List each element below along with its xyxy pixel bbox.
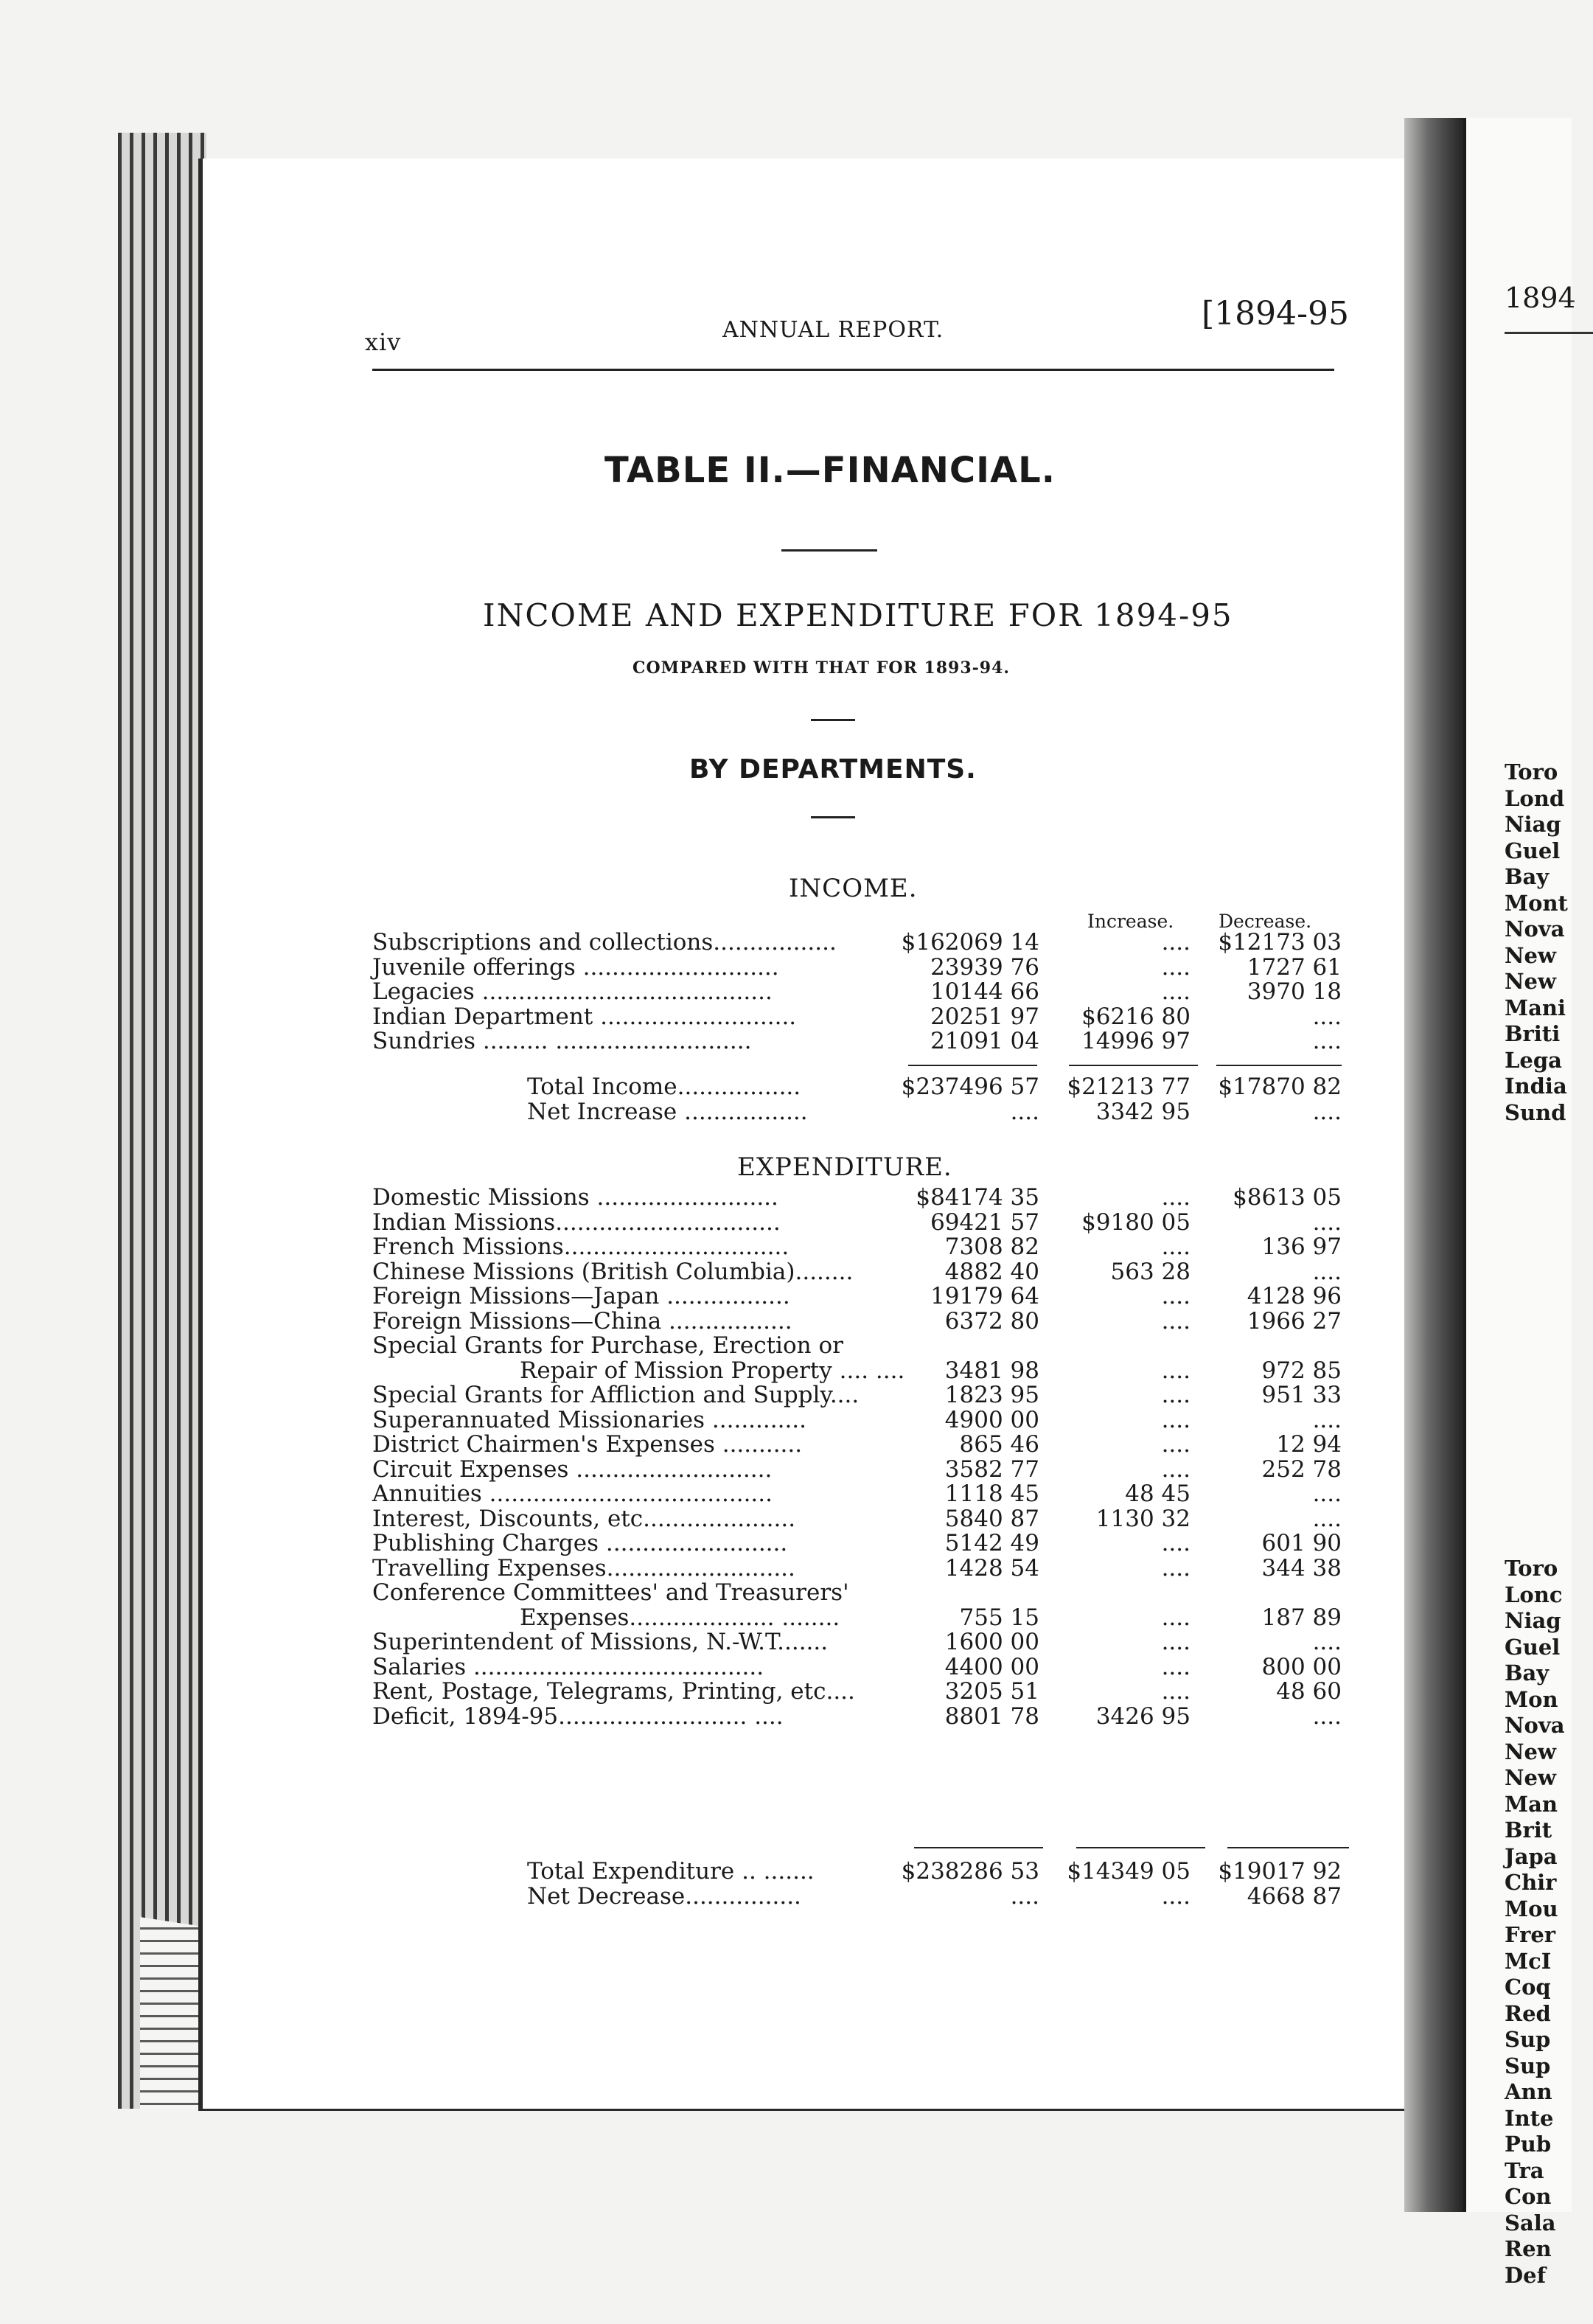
header-rule [372, 369, 1334, 371]
section-heading: BY DEPARTMENTS. [689, 754, 977, 784]
increase-cell: 48 45 [1125, 1481, 1191, 1507]
adjacent-list-item: New [1505, 942, 1556, 968]
increase-cell: $9180 05 [1081, 1208, 1191, 1236]
decrease-cell: 800 00 [1261, 1653, 1342, 1680]
adjacent-list-item: Sala [1505, 2210, 1556, 2236]
adjacent-list-item: Coq [1505, 1975, 1551, 2000]
increase-cell: .... [1161, 1307, 1191, 1335]
table-subtitle: INCOME AND EXPENDITURE FOR 1894-95 [483, 597, 1233, 633]
table-row [372, 930, 1353, 956]
adjacent-list-item: Man [1505, 1791, 1558, 1817]
adjacent-list-item: Tra [1505, 2157, 1544, 2183]
table-row [372, 1359, 1353, 1384]
adjacent-list-item: Inte [1505, 2105, 1554, 2131]
decrease-cell: 187 89 [1261, 1604, 1342, 1631]
net-row-amount: .... [1010, 1098, 1039, 1125]
amount-cell: 21091 04 [930, 1028, 1039, 1054]
increase-cell: .... [1161, 978, 1191, 1005]
row-label: Chinese Missions (British Columbia)........ [372, 1258, 854, 1285]
decrease-cell: .... [1312, 1629, 1342, 1655]
total-row-increase: $14349 05 [1067, 1858, 1191, 1885]
total-row-increase: $21213 77 [1067, 1074, 1191, 1100]
income-sum-rule-2 [1069, 1065, 1198, 1066]
increase-cell: .... [1161, 1357, 1191, 1384]
adjacent-list-item: Toro [1505, 759, 1558, 784]
amount-cell: 865 46 [959, 1431, 1039, 1458]
table-row [372, 980, 1353, 1005]
increase-cell: 3426 95 [1095, 1702, 1191, 1730]
table-row [372, 1556, 1353, 1582]
amount-cell: 4400 00 [944, 1653, 1039, 1680]
adjacent-list-item: Bay [1505, 864, 1550, 889]
decrease-cell: .... [1312, 1028, 1342, 1054]
adjacent-list-item: Guel [1505, 1634, 1561, 1660]
row-label: Superannuated Missionaries ............. [372, 1406, 807, 1433]
exp-sum-rule-1 [914, 1847, 1043, 1848]
total-row-amount: $238286 53 [901, 1858, 1039, 1885]
row-label: Juvenile offerings ........................... [372, 953, 779, 981]
row-label: Subscriptions and collections................. [372, 929, 837, 956]
adjacent-bottom-list [1505, 1556, 1565, 2289]
total-row [372, 1075, 1353, 1100]
row-label: Conference Committees' and Treasurers' [372, 1579, 849, 1606]
adjacent-list-item: Frer [1505, 1922, 1556, 1947]
row-label: Salaries ........................................ [372, 1653, 764, 1680]
amount-cell: 6372 80 [944, 1307, 1039, 1335]
amount-cell: $162069 14 [901, 929, 1039, 956]
row-label: Foreign Missions—Japan ................. [372, 1283, 790, 1309]
amount-cell: 8801 78 [944, 1702, 1039, 1730]
adjacent-list-item: Japa [1505, 1843, 1558, 1869]
total-row-amount: $237496 57 [901, 1074, 1039, 1100]
adjacent-list-item: Toro [1505, 1556, 1558, 1581]
increase-cell: .... [1161, 1382, 1191, 1408]
amount-cell: 7308 82 [944, 1234, 1039, 1260]
amount-cell: 10144 66 [930, 978, 1039, 1005]
row-label: Interest, Discounts, etc..................... [372, 1505, 796, 1532]
amount-cell: 3205 51 [944, 1678, 1039, 1705]
decrease-cell: 48 60 [1276, 1678, 1342, 1705]
section-rule [811, 816, 855, 818]
adjacent-page-header: 1894 [1505, 282, 1576, 314]
page-number: xiv [365, 328, 402, 356]
increase-cell: .... [1161, 1678, 1191, 1705]
increase-cell: .... [1161, 1431, 1191, 1458]
net-row-amount: .... [1010, 1882, 1039, 1910]
decrease-cell: .... [1312, 1208, 1342, 1236]
table-row [372, 1702, 1353, 1730]
row-label: Indian Department ........................... [372, 1003, 797, 1030]
adjacent-list-item: New [1505, 1765, 1556, 1790]
increase-cell: $6216 80 [1081, 1003, 1191, 1030]
table-row [372, 1208, 1353, 1236]
net-row [372, 1882, 1353, 1910]
increase-cell: .... [1161, 953, 1191, 981]
row-label: Circuit Expenses ........................... [372, 1455, 773, 1483]
row-label: District Chairmen's Expenses ........... [372, 1431, 803, 1458]
adjacent-list-item: India [1505, 1074, 1567, 1099]
row-label: Publishing Charges ......................... [372, 1530, 788, 1556]
exp-sum-rule-3 [1227, 1847, 1349, 1848]
decrease-column-header: Decrease. [1219, 911, 1312, 932]
total-row-label: Total Expenditure .. ....... [527, 1858, 815, 1885]
amount-cell: 19179 64 [930, 1283, 1039, 1309]
row-label: Superintendent of Missions, N.-W.T....... [372, 1629, 829, 1655]
total-row-label: Total Income................. [527, 1074, 801, 1100]
adjacent-list-item: Sund [1505, 1099, 1566, 1125]
adjacent-list-item: Mon [1505, 1686, 1558, 1712]
adjacent-list-item: Niag [1505, 812, 1561, 837]
adjacent-list-item: Lond [1505, 785, 1565, 811]
table-row [372, 1235, 1353, 1260]
amount-cell: 5142 49 [944, 1530, 1039, 1556]
adjacent-top-list [1505, 759, 1568, 1126]
adjacent-list-item: Niag [1505, 1608, 1561, 1633]
row-label: Special Grants for Affliction and Supply.... [372, 1382, 860, 1408]
net-row-decrease: 4668 87 [1247, 1882, 1342, 1910]
increase-cell: .... [1161, 1629, 1191, 1655]
adjacent-list-item: Mou [1505, 1896, 1558, 1921]
amount-cell: 755 15 [959, 1604, 1039, 1631]
net-row [372, 1100, 1353, 1125]
row-label: Repair of Mission Property .... .... [520, 1357, 905, 1384]
expenditure-totals [372, 1859, 1353, 1909]
income-totals [372, 1075, 1353, 1124]
table-title: TABLE II.—FINANCIAL. [604, 450, 1056, 491]
increase-cell: 563 28 [1110, 1258, 1191, 1285]
decrease-cell: $12173 03 [1218, 929, 1342, 956]
net-row-label: Net Increase ................. [527, 1098, 808, 1125]
adjacent-list-item: Briti [1505, 1021, 1561, 1046]
decrease-cell: 972 85 [1261, 1357, 1342, 1384]
row-label: Domestic Missions ......................... [372, 1184, 778, 1211]
table-row [372, 1482, 1353, 1507]
adjacent-list-item: New [1505, 969, 1556, 994]
comparison-note: COMPARED WITH THAT FOR 1893-94. [632, 658, 1011, 678]
adjacent-header-rule [1505, 332, 1593, 334]
decrease-cell: 12 94 [1276, 1431, 1342, 1458]
decrease-cell: 4128 96 [1247, 1283, 1342, 1309]
decrease-cell: 601 90 [1261, 1530, 1342, 1556]
income-heading: INCOME. [789, 874, 918, 903]
amount-cell: $84174 35 [916, 1184, 1039, 1211]
income-table [372, 930, 1353, 1054]
decrease-cell: 951 33 [1261, 1382, 1342, 1408]
decrease-cell: .... [1312, 1003, 1342, 1030]
income-sum-rule-3 [1216, 1065, 1342, 1066]
exp-sum-rule-2 [1076, 1847, 1205, 1848]
adjacent-list-item: Nova [1505, 1713, 1565, 1738]
table-row [372, 1309, 1353, 1335]
amount-cell: 20251 97 [930, 1003, 1039, 1030]
increase-cell: .... [1161, 1184, 1191, 1211]
total-row-decrease: $19017 92 [1218, 1858, 1342, 1885]
row-label: Foreign Missions—China ................. [372, 1307, 792, 1335]
decrease-cell: .... [1312, 1258, 1342, 1285]
table-row [372, 1383, 1353, 1408]
amount-cell: 3481 98 [944, 1357, 1039, 1384]
decrease-cell: .... [1312, 1406, 1342, 1433]
table-row [372, 1655, 1353, 1680]
row-label: Expenses.................... ........ [520, 1604, 840, 1631]
expenditure-table [372, 1186, 1353, 1729]
table-row [372, 1630, 1353, 1655]
book-gutter [1404, 118, 1463, 2212]
increase-cell: .... [1161, 1530, 1191, 1556]
increase-cell: .... [1161, 1455, 1191, 1483]
income-sum-rule-1 [908, 1065, 1037, 1066]
amount-cell: 1428 54 [944, 1554, 1039, 1582]
running-title: ANNUAL REPORT. [722, 317, 944, 343]
decrease-cell: 344 38 [1261, 1554, 1342, 1582]
amount-cell: 69421 57 [930, 1208, 1039, 1236]
table-row [372, 1507, 1353, 1532]
adjacent-list-item: Ren [1505, 2236, 1552, 2261]
decrease-cell: 252 78 [1261, 1455, 1342, 1483]
decrease-cell: 1727 61 [1247, 953, 1342, 981]
adjacent-list-item: Nova [1505, 916, 1565, 942]
table-row [372, 1029, 1353, 1054]
increase-cell: .... [1161, 929, 1191, 956]
row-label: Indian Missions............................... [372, 1208, 781, 1236]
adjacent-list-item: Sup [1505, 2053, 1551, 2078]
table-row [372, 1455, 1353, 1483]
adjacent-list-item: Con [1505, 2184, 1552, 2209]
row-label: Legacies ........................................ [372, 978, 773, 1005]
increase-column-header: Increase. [1087, 911, 1174, 932]
increase-cell: .... [1161, 1604, 1191, 1631]
table-row [372, 1680, 1353, 1705]
decrease-cell: $8613 05 [1233, 1184, 1342, 1211]
decrease-cell: .... [1312, 1702, 1342, 1730]
adjacent-list-item: Brit [1505, 1817, 1552, 1843]
adjacent-list-item: Bay [1505, 1660, 1550, 1685]
table-row [372, 1581, 1353, 1606]
total-row-decrease: $17870 82 [1218, 1074, 1342, 1100]
table-row [372, 1186, 1353, 1211]
row-label: Rent, Postage, Telegrams, Printing, etc.... [372, 1678, 855, 1705]
increase-cell: .... [1161, 1234, 1191, 1260]
table-row [372, 953, 1353, 981]
row-label: Travelling Expenses.......................... [372, 1554, 795, 1582]
amount-cell: 4900 00 [944, 1406, 1039, 1433]
table-row [372, 1334, 1353, 1359]
amount-cell: 23939 76 [930, 953, 1039, 981]
title-rule [781, 549, 877, 552]
row-label: Sundries ......... ........................... [372, 1028, 752, 1054]
row-label: Deficit, 1894-95.......................... .... [372, 1702, 784, 1730]
increase-cell: .... [1161, 1283, 1191, 1309]
adjacent-list-item: New [1505, 1739, 1556, 1764]
net-row-increase: 3342 95 [1095, 1098, 1191, 1125]
adjacent-list-item: Mani [1505, 995, 1566, 1020]
adjacent-list-item: Red [1505, 2000, 1551, 2026]
book-page-edges [118, 133, 206, 2109]
row-label: French Missions............................... [372, 1234, 789, 1260]
amount-cell: 1118 45 [944, 1481, 1039, 1507]
adjacent-list-item: Def [1505, 2262, 1547, 2288]
table-row [372, 1260, 1353, 1285]
row-label: Special Grants for Purchase, Erection or [372, 1332, 843, 1359]
amount-cell: 5840 87 [944, 1505, 1039, 1532]
net-row-label: Net Decrease................ [527, 1882, 801, 1910]
decrease-cell: .... [1312, 1481, 1342, 1507]
increase-cell: .... [1161, 1554, 1191, 1582]
adjacent-list-item: Sup [1505, 2027, 1551, 2052]
net-row-decrease: .... [1312, 1098, 1342, 1125]
table-row [372, 1531, 1353, 1556]
net-row-increase: .... [1161, 1882, 1191, 1910]
table-row [372, 1005, 1353, 1030]
amount-cell: 3582 77 [944, 1455, 1039, 1483]
increase-cell: 14996 97 [1081, 1028, 1191, 1054]
total-row [372, 1859, 1353, 1885]
table-row [372, 1433, 1353, 1458]
increase-cell: 1130 32 [1095, 1505, 1191, 1532]
subtitle-rule [811, 719, 855, 721]
adjacent-list-item: Mont [1505, 890, 1568, 916]
expenditure-heading: EXPENDITURE. [737, 1152, 952, 1182]
increase-cell: .... [1161, 1653, 1191, 1680]
decrease-cell: .... [1312, 1505, 1342, 1532]
row-label: Annuities ....................................... [372, 1481, 773, 1507]
header-year: [1894-95 [1202, 295, 1349, 333]
adjacent-list-item: Guel [1505, 838, 1561, 863]
amount-cell: 1600 00 [944, 1629, 1039, 1655]
amount-cell: 1823 95 [944, 1382, 1039, 1408]
table-row [372, 1408, 1353, 1433]
increase-cell: .... [1161, 1406, 1191, 1433]
decrease-cell: 136 97 [1261, 1234, 1342, 1260]
amount-cell: 4882 40 [944, 1258, 1039, 1285]
decrease-cell: 1966 27 [1247, 1307, 1342, 1335]
adjacent-list-item: Ann [1505, 2079, 1552, 2104]
table-row [372, 1284, 1353, 1309]
adjacent-page [1463, 118, 1576, 2288]
adjacent-list-item: Lega [1505, 1047, 1562, 1073]
adjacent-list-item: Chir [1505, 1870, 1557, 1895]
decrease-cell: 3970 18 [1247, 978, 1342, 1005]
adjacent-list-item: Lonc [1505, 1582, 1563, 1607]
adjacent-list-item: McI [1505, 1948, 1552, 1974]
adjacent-list-item: Pub [1505, 2132, 1552, 2157]
table-row [372, 1606, 1353, 1631]
